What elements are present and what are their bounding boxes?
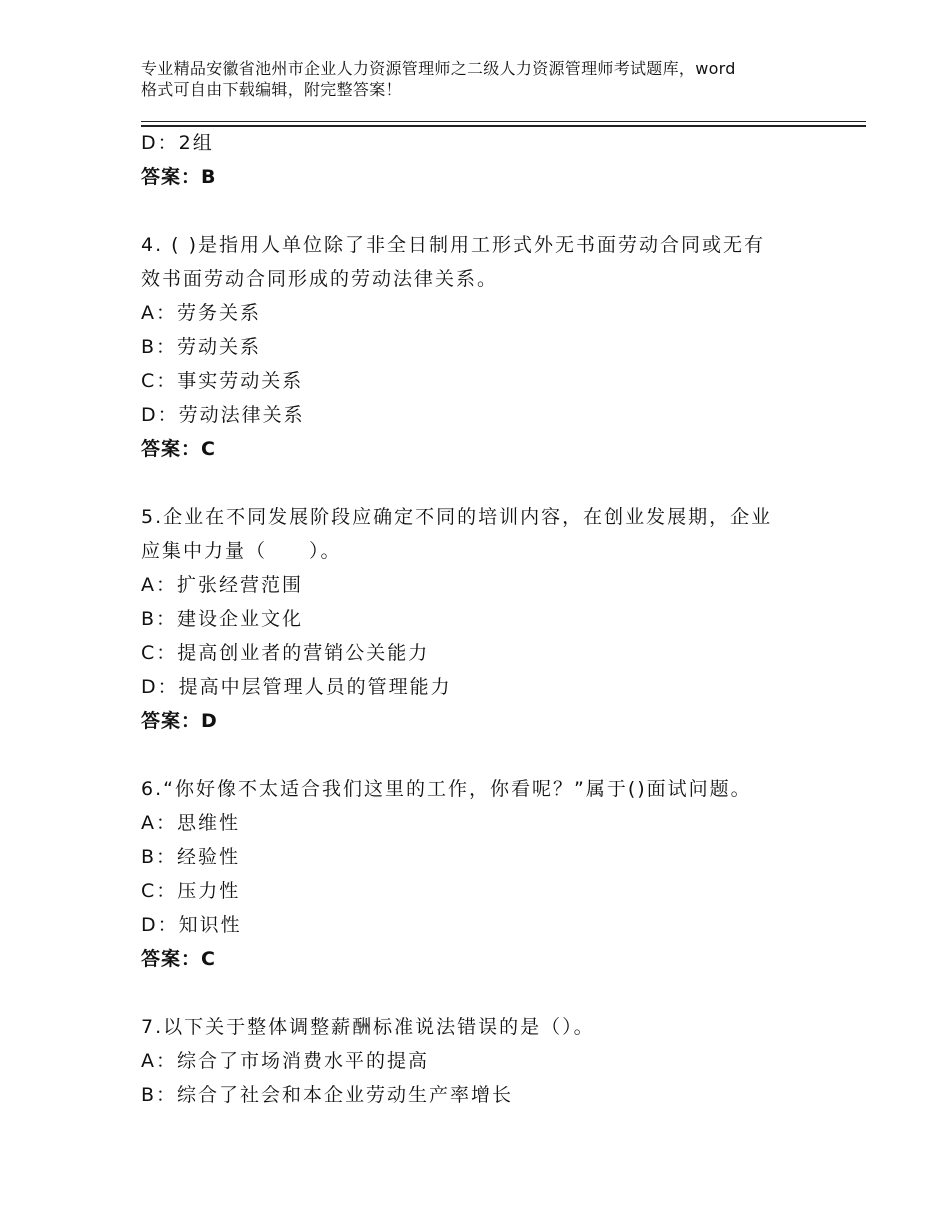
option-d: D：提高中层管理人员的管理能力 bbox=[141, 676, 452, 698]
answer-line: 答案：D bbox=[141, 710, 218, 732]
header-title-line-2: 格式可自由下载编辑，附完整答案！ bbox=[141, 80, 402, 99]
question-stem-line-1: 4. ( )是指用人单位除了非全日制用工形式外无书面劳动合同或无有 bbox=[141, 234, 766, 256]
answer-line: 答案：B bbox=[141, 166, 217, 188]
header-rule-thin bbox=[141, 121, 866, 122]
question-5 bbox=[141, 500, 821, 738]
option-d: D：知识性 bbox=[141, 914, 242, 936]
question-stem-line-1: 5.企业在不同发展阶段应确定不同的培训内容，在创业发展期，企业 bbox=[141, 506, 773, 528]
header-title-line-1: 专业精品安徽省池州市企业人力资源管理师之二级人力资源管理师考试题库，word bbox=[141, 59, 736, 78]
previous-question-tail bbox=[141, 126, 821, 194]
question-stem-line-1: 6.“你好像不太适合我们这里的工作，你看呢？”属于()面试问题。 bbox=[141, 778, 752, 800]
option-b: B：经验性 bbox=[141, 846, 241, 868]
option-b: B：综合了社会和本企业劳动生产率增长 bbox=[141, 1084, 514, 1106]
question-stem-line-2: 应集中力量（ ）。 bbox=[141, 540, 342, 562]
option-c: C：提高创业者的营销公关能力 bbox=[141, 642, 430, 664]
option-b: B：劳动关系 bbox=[141, 336, 262, 358]
option-c: C：事实劳动关系 bbox=[141, 370, 304, 392]
answer-line: 答案：C bbox=[141, 438, 216, 460]
question-stem-line-2: 效书面劳动合同形成的劳动法律关系。 bbox=[141, 268, 499, 290]
option-a: A：思维性 bbox=[141, 812, 240, 834]
answer-line: 答案：C bbox=[141, 948, 216, 970]
question-stem-line-1: 7.以下关于整体调整薪酬标准说法错误的是（）。 bbox=[141, 1016, 595, 1038]
option-a: A：劳务关系 bbox=[141, 302, 261, 324]
option-d: D：2组 bbox=[141, 132, 214, 154]
question-7 bbox=[141, 1010, 821, 1112]
option-c: C：压力性 bbox=[141, 880, 241, 902]
question-6 bbox=[141, 772, 821, 976]
option-b: B：建设企业文化 bbox=[141, 608, 304, 630]
document-body bbox=[141, 126, 821, 1112]
option-d: D：劳动法律关系 bbox=[141, 404, 305, 426]
document-header bbox=[141, 58, 841, 100]
option-a: A：综合了市场消费水平的提高 bbox=[141, 1050, 429, 1072]
option-a: A：扩张经营范围 bbox=[141, 574, 303, 596]
question-4 bbox=[141, 228, 821, 466]
